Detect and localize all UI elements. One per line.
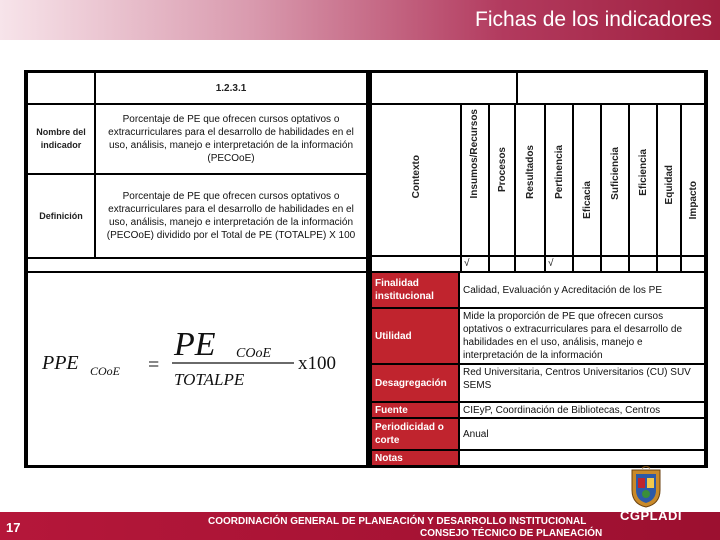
formula-svg <box>28 273 366 465</box>
equidad-header <box>658 105 680 255</box>
page-title: Fichas de los indicadores <box>475 8 712 31</box>
notas-value <box>460 451 704 465</box>
page-number: 17 <box>6 520 21 535</box>
suficiencia-header <box>602 105 628 255</box>
utilidad-value: Mide la proporción de PE que ofrecen cursos optativos o extracurriculares para el desarrollo de habilidades en el uso, análisis, manejo e interpretación de la información <box>460 309 704 363</box>
procesos-header <box>490 105 514 255</box>
fuente-value: CIEyP, Coordinación de Bibliotecas, Centros <box>460 403 704 417</box>
check-contexto <box>372 257 460 271</box>
desagregacion-value: Red Universitaria, Centros Universitarios (CU) SUV SEMS <box>460 365 704 401</box>
check-insumos: √ <box>462 257 488 271</box>
footer-org-line2: CONSEJO TÉCNICO DE PLANEACIÓN <box>420 528 603 539</box>
notas-label: Notas <box>372 451 458 465</box>
check-eficiencia <box>630 257 656 271</box>
periodicidad-value: Anual <box>460 419 704 449</box>
coat-of-arms-icon <box>628 466 664 508</box>
suficiencia-label: Suficiencia <box>610 147 621 200</box>
utilidad-label: Utilidad <box>372 309 458 363</box>
pertinencia-label: Pertinencia <box>554 145 565 199</box>
contexto-label: Contexto <box>411 155 422 199</box>
eficacia-header <box>574 105 600 255</box>
resultados-header <box>516 105 544 255</box>
formula-mult: x100 <box>298 353 336 374</box>
footer-org-line1: COORDINACIÓN GENERAL DE PLANEACIÓN Y DESARROLLO INSTITUCIONAL <box>208 516 587 527</box>
periodicidad-label: Periodicidad o corte <box>372 419 458 449</box>
desagregacion-label: Desagregación <box>372 365 458 401</box>
resultados-label: Resultados <box>525 145 536 199</box>
eficiencia-header <box>630 105 656 255</box>
eficacia-label: Eficacia <box>582 181 593 219</box>
eficiencia-label: Eficiencia <box>638 149 649 196</box>
nombre-value: Porcentaje de PE que ofrecen cursos optativos o extracurriculares para el desarrollo de habilidades en el uso, análisis, manejo e interpretación de la información (PECOoE) <box>96 105 366 173</box>
indicator-card <box>24 70 708 468</box>
meta-label: Número de Meta <box>28 73 94 103</box>
dimension-label: Dimensión de calidad educativa <box>518 73 704 103</box>
formula-eq: = <box>148 354 160 376</box>
pertinencia-header <box>546 105 572 255</box>
impacto-label: Impacto <box>688 181 699 220</box>
formula-area <box>28 273 366 465</box>
check-procesos <box>490 257 514 271</box>
logo-text: CGPLADI <box>620 508 682 523</box>
formula-num: PE <box>174 326 216 363</box>
nombre-label: Nombre del indicador <box>28 105 94 173</box>
equidad-label: Equidad <box>664 165 675 205</box>
formula-lhs: PPE <box>42 352 79 374</box>
formula-den: TOTALPE <box>174 370 245 389</box>
check-impacto <box>682 257 704 271</box>
finalidad-value: Calidad, Evaluación y Acreditación de los PE <box>460 273 704 307</box>
formula-num-sub: COoE <box>236 346 271 361</box>
check-resultados <box>516 257 544 271</box>
formula-label: Fórmula de cálculo <box>28 259 366 271</box>
meta-value: 1.2.3.1 <box>96 73 366 103</box>
impacto-header <box>682 105 704 255</box>
check-pertinencia: √ <box>546 257 572 271</box>
fuente-label: Fuente <box>372 403 458 417</box>
insumos-label: Insumos/Recursos <box>469 109 480 199</box>
check-equidad <box>658 257 680 271</box>
insumos-header <box>462 105 488 255</box>
finalidad-label: Finalidad institucional <box>372 273 458 307</box>
check-eficacia <box>574 257 600 271</box>
definicion-label: Definición <box>28 175 94 257</box>
check-suficiencia <box>602 257 628 271</box>
componente-label: Componente sistémico <box>372 73 516 103</box>
contexto-header <box>372 105 460 255</box>
procesos-label: Procesos <box>497 147 508 193</box>
definicion-value: Porcentaje de PE que ofrecen cursos optativos o extracurriculares para el desarrollo de habilidades en el uso, análisis, manejo e interpretación de la información (PECOoE) dividido por el Total de PE (TOTALPE) X 100 <box>96 175 366 257</box>
formula-lhs-sub: COoE <box>90 364 120 378</box>
